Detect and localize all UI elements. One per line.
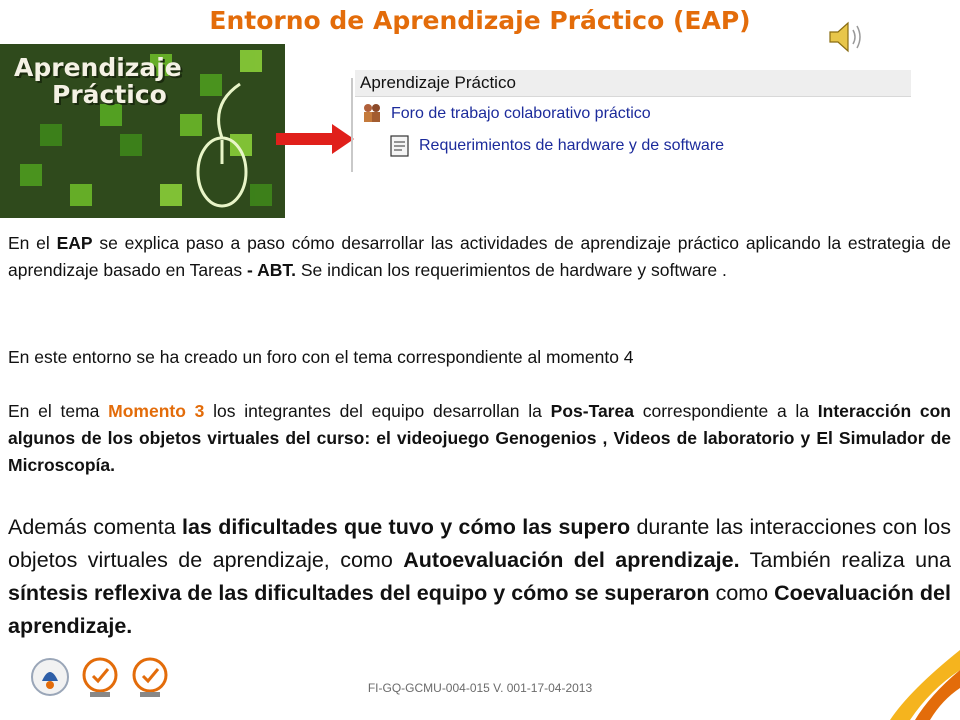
panel-header: Aprendizaje Práctico bbox=[355, 70, 911, 97]
forum-link-label: Foro de trabajo colaborativo práctico bbox=[391, 105, 651, 122]
red-arrow-icon bbox=[274, 124, 356, 154]
aprendizaje-practico-banner bbox=[0, 44, 285, 218]
paragraph-forum: En este entorno se ha creado un foro con el tema correspondiente al momento 4 bbox=[8, 347, 634, 367]
panel-divider bbox=[351, 78, 353, 172]
speaker-icon[interactable] bbox=[826, 20, 866, 54]
requirements-link-label: Requerimientos de hardware y de software bbox=[419, 137, 725, 154]
document-icon bbox=[389, 134, 411, 158]
paragraph-reflexion: Además comenta las dificultades que tuvo y cómo las supero durante las interacciones con los objetos virtuales de aprendizaje, como Autoevaluación del aprendizaje. También realiza una síntesis reflexiva de las dificultades del equipo y cómo se superaron como Coevaluación del aprendizaje. bbox=[8, 515, 951, 638]
banner-line1: Aprendizaje bbox=[14, 53, 182, 82]
paragraph-eap: En el EAP se explica paso a paso cómo desarrollar las actividades de aprendizaje práctico aplicando la estrategia de aprendizaje basado en Tareas - ABT. Se indican los requerimientos de hardware y software . bbox=[8, 233, 951, 280]
forum-icon bbox=[361, 102, 383, 126]
document-code: FI-GQ-GCMU-004-015 V. 001-17-04-2013 bbox=[367, 681, 593, 695]
paragraph-momento: En el tema Momento 3 los integrantes del equipo desarrollan la Pos-Tarea correspondiente a la Interacción con algunos de los objetos virtuales del curso: el videojuego Genogenios , Videos de laboratorio y El Simulador de Microscopía. bbox=[8, 401, 951, 475]
banner-line2: Práctico bbox=[52, 80, 167, 109]
course-panel bbox=[355, 70, 911, 174]
page-title: Entorno de Aprendizaje Práctico (EAP) bbox=[209, 6, 751, 35]
decorative-swoosh bbox=[870, 640, 960, 720]
forum-link[interactable] bbox=[361, 102, 651, 126]
requirements-link[interactable] bbox=[389, 134, 724, 158]
